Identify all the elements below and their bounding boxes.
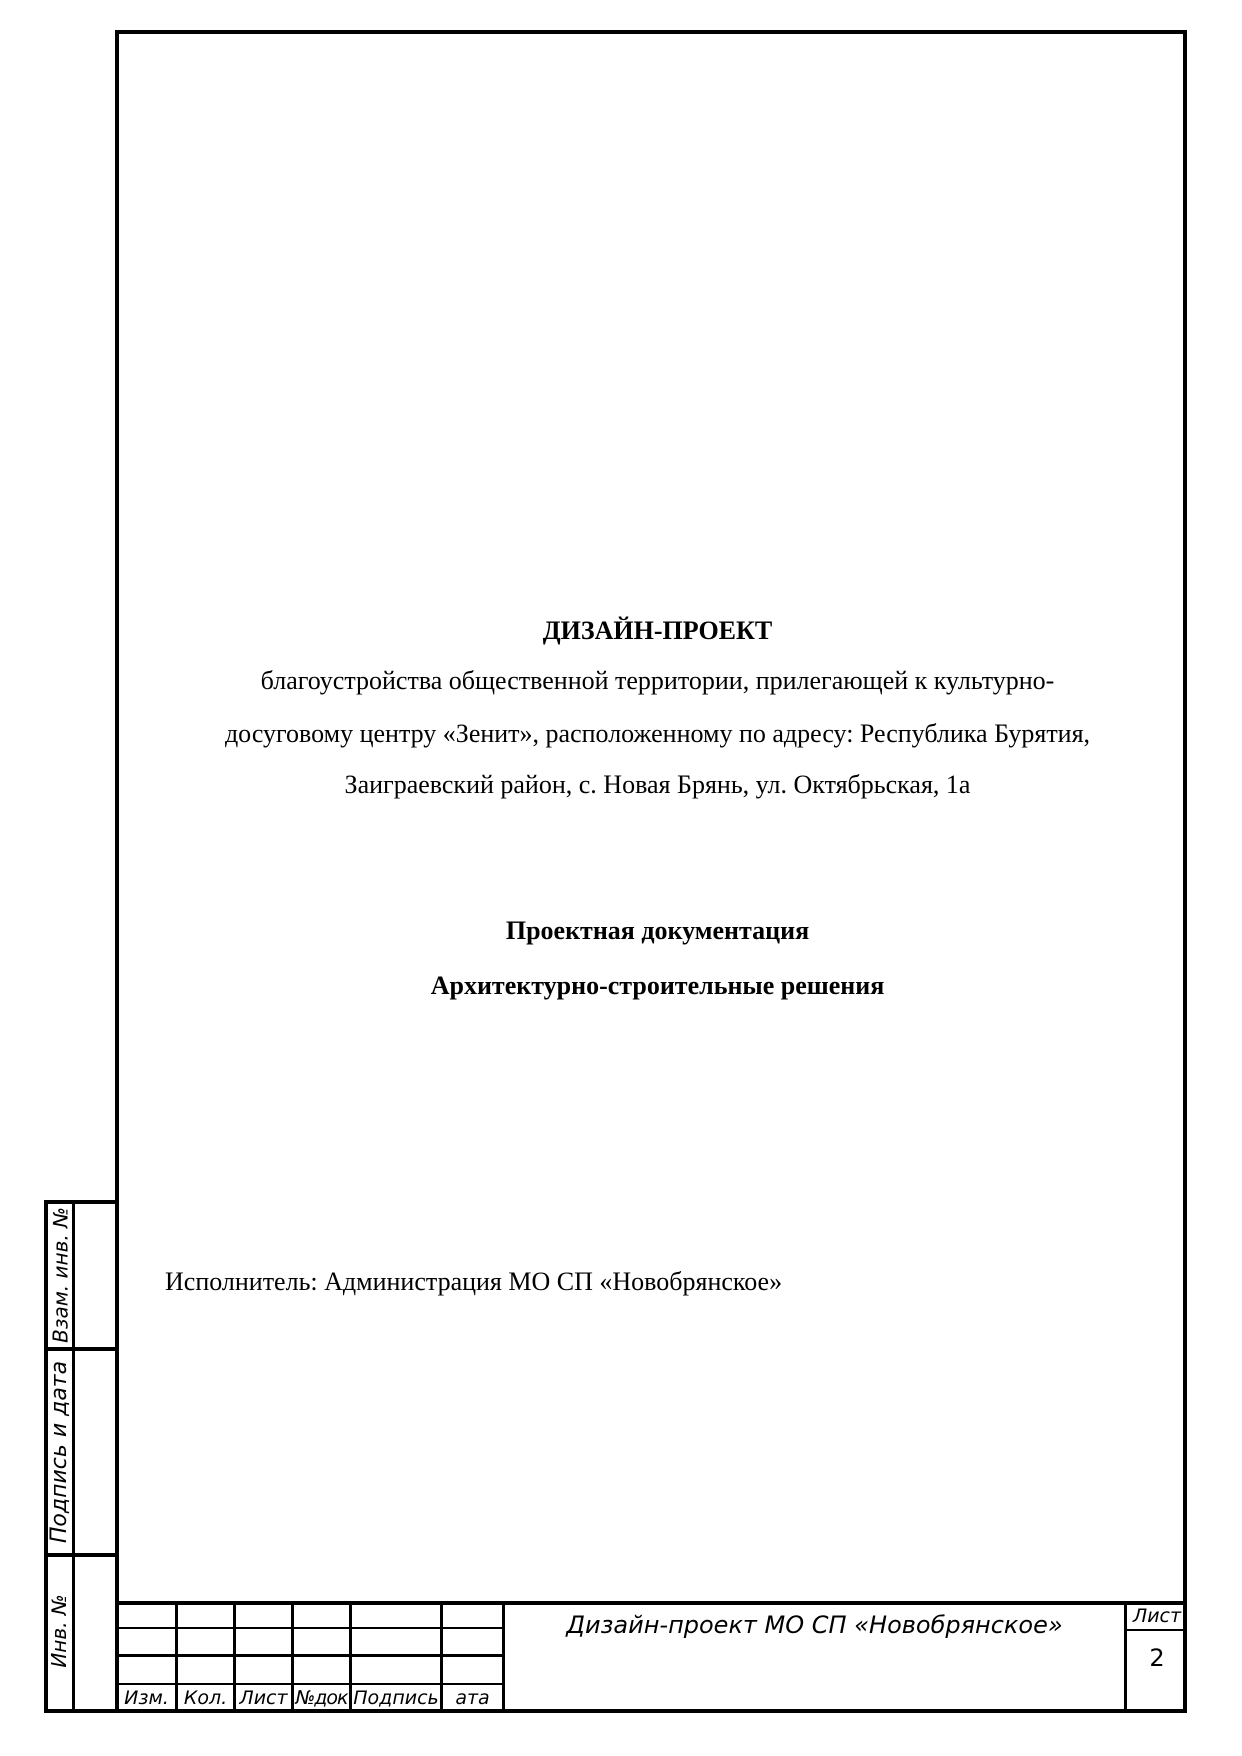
- col-sheet: Лист: [239, 1687, 288, 1709]
- subtitle-line-2: досуговому центру «Зенит», расположенному по адресу: Республика Бурятия,: [224, 719, 1091, 748]
- inv-replace-label: Взам. инв. №: [48, 1207, 73, 1343]
- sheet-label: Лист: [1132, 1605, 1182, 1627]
- section-name: Архитектурно-строительные решения: [430, 971, 885, 1000]
- sheet-number: 2: [1149, 1644, 1165, 1672]
- designation: Дизайн-проект МО СП «Новобрянское»: [566, 1611, 1063, 1639]
- col-date: ата: [455, 1687, 490, 1709]
- inv-original-label: Инв. №: [47, 1594, 71, 1668]
- side-stamp: [44, 1200, 119, 1713]
- sign-date-label: Подпись и дата: [47, 1360, 72, 1544]
- col-doc-number: №док: [295, 1687, 348, 1709]
- col-qty: Кол.: [183, 1687, 228, 1709]
- col-change: Изм.: [124, 1687, 169, 1709]
- drawing-frame: [115, 30, 1187, 1713]
- doc-type: Проектная документация: [505, 916, 810, 945]
- document-title: ДИЗАЙН-ПРОЕКТ: [542, 616, 773, 645]
- subtitle-line-1: благоустройства общественной территории, прилегающей к культурно-: [260, 666, 1055, 695]
- subtitle-line-3: Заиграевский район, с. Новая Брянь, ул. Октябрьская, 1а: [344, 770, 971, 799]
- col-signature: Подпись: [353, 1687, 439, 1709]
- title-block: [115, 1601, 1187, 1713]
- executor-line: Исполнитель: Администрация МО СП «Новобрянское»: [165, 1267, 783, 1296]
